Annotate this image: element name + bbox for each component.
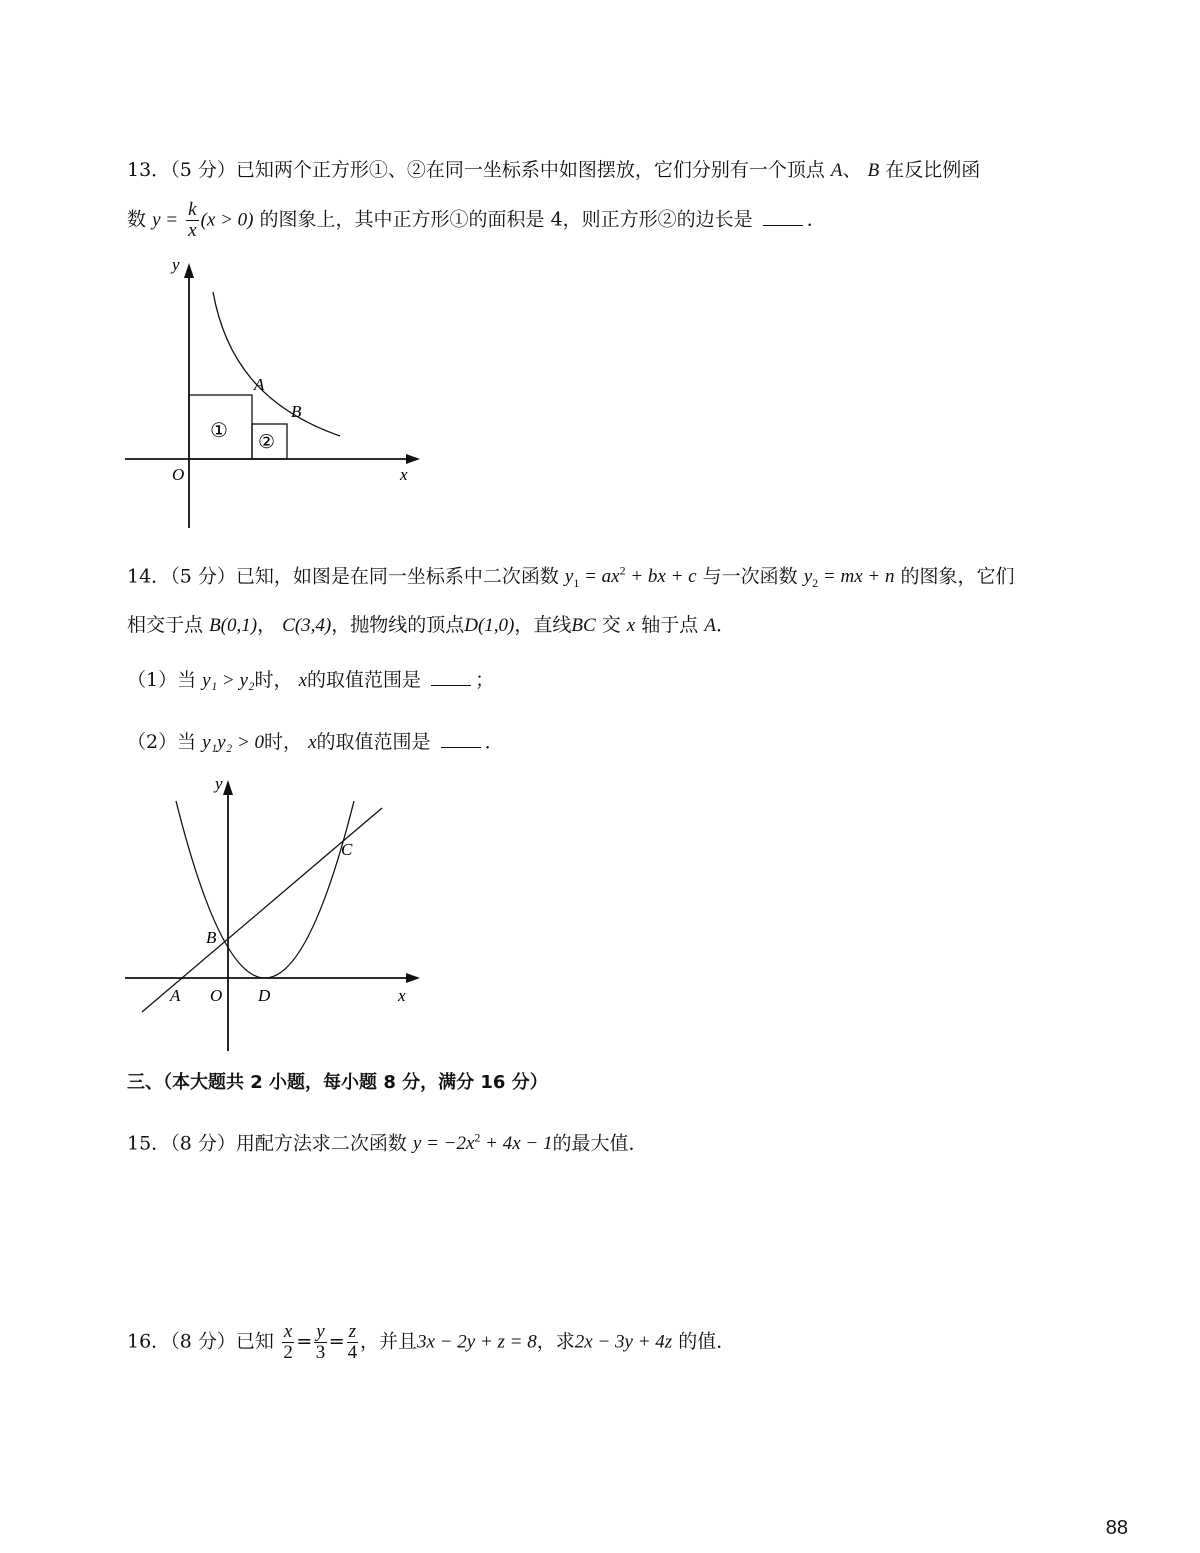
q15-func-b: + 4x − 1 [485, 1133, 553, 1155]
q14-f2-sub: 2 [812, 576, 819, 591]
q14-f2-y: y [803, 566, 813, 588]
q14-comma: ， [257, 614, 277, 636]
q14-part1-text: 时， [254, 669, 293, 691]
q14-point-a: A [704, 615, 716, 636]
q14-fig-b-label: B [206, 928, 217, 947]
q13-fig-square1-label: ① [210, 420, 228, 442]
q13-figure [120, 258, 430, 533]
q16-frac3-den: 4 [347, 1342, 358, 1363]
q16-eq1: = [296, 1330, 313, 1353]
q14-text8: 轴于点 [641, 614, 699, 636]
q13-point-a: A [830, 160, 843, 181]
q14-point-d: D(1,0) [464, 615, 515, 636]
q16-fraction-y [314, 1322, 326, 1363]
q15-text2: 的最大值． [552, 1132, 648, 1155]
q14-part1-end: ； [475, 669, 495, 691]
q15-text: 用配方法求二次函数 [235, 1132, 407, 1155]
q14-end: ． [715, 614, 735, 636]
q14-f1-rhs-b: + bx + c [630, 566, 697, 588]
q13-fig-b-label: B [291, 402, 302, 421]
q14-part2-x: x [308, 732, 317, 753]
q14-line-bc: BC [571, 615, 596, 636]
q16-condition: 3x − 2y + z = 8 [417, 1331, 537, 1353]
q13-line2 [127, 200, 826, 241]
section-3-heading: 三、（本大题共 2 小题，每小题 8 分，满分 16 分） [127, 1072, 548, 1093]
q13-text: 已知两个正方形①、②在同一坐标系中如图摆放，它们分别有一个顶点 [235, 159, 825, 181]
q14-part2-condition: y₁y₂ > 0 [202, 732, 265, 753]
q16-text4: 的值． [678, 1330, 736, 1353]
q14-text6: ，直线 [514, 614, 572, 636]
q14-part1 [127, 667, 494, 694]
q15-score: （8 分） [170, 1132, 236, 1155]
q13-text3: 数 [127, 208, 147, 231]
q14-text7: 交 [601, 614, 621, 636]
q14-text5: ，抛物线的顶点 [331, 614, 465, 636]
q14-part2-end: ． [484, 731, 504, 753]
q13-fig-square2-label: ② [258, 432, 276, 453]
q14-func2 [803, 566, 895, 591]
q13-frac-num: k [188, 199, 197, 220]
q16-score: （8 分） [170, 1330, 236, 1353]
q13-number: 13． [127, 159, 171, 181]
q14-part2-text: 时， [264, 731, 303, 753]
q14-fig-d-label: D [258, 986, 271, 1005]
q13-text2: 在反比例函 [885, 159, 981, 181]
q14-part2-text2: 的取值范围是 [316, 731, 431, 753]
q13-fig-x-label: x [400, 465, 408, 484]
q14-part1-x: x [298, 670, 308, 691]
q13-fig-origin-label: O [172, 465, 185, 484]
q13-text4: 的图象上，其中正方形①的面积是 4，则正方形②的边长是 [259, 208, 753, 231]
q14-line1 [127, 558, 1015, 596]
q13-func-fraction [186, 200, 198, 241]
q14-part1-answer-blank[interactable] [431, 669, 471, 686]
q16-fraction-z [347, 1322, 358, 1363]
q14-fig-y-label: y [215, 775, 223, 793]
q14-part2 [127, 729, 504, 756]
q16-fraction-x [282, 1322, 294, 1363]
q14-fig-x-label: x [398, 986, 406, 1005]
q15-func-sup: 2 [474, 1131, 481, 1145]
q14-fig-c-label: C [341, 840, 353, 859]
q14-x: x [626, 615, 636, 636]
q16-number: 16． [127, 1330, 171, 1353]
q16-frac1-num: x [283, 1321, 293, 1342]
q14-text4: 相交于点 [127, 614, 204, 636]
q16-frac2-num: y [316, 1321, 325, 1342]
q15-func-a: y = −2x [412, 1133, 475, 1155]
q13-fig-a-label: A [254, 375, 265, 394]
q14-f1-sup: 2 [619, 564, 626, 578]
q14-point-c: C(3,4) [282, 615, 332, 636]
q13-end: ． [806, 208, 826, 231]
q13-func-lhs: y = [152, 209, 179, 231]
q13-line1 [127, 157, 980, 184]
q13-score: （5 分） [170, 159, 236, 181]
q16-frac3-num: z [348, 1321, 357, 1342]
q13-sep: 、 [842, 159, 862, 181]
q16-text2: ，并且 [360, 1330, 418, 1353]
q16-frac1-den: 2 [283, 1342, 293, 1363]
q13-answer-blank[interactable] [763, 209, 803, 226]
q13-fig-y-label: y [172, 258, 180, 274]
q14-f1-sub: 1 [573, 576, 580, 591]
q15-line [127, 1125, 648, 1157]
q14-fig-origin-label: O [210, 986, 223, 1005]
q14-line2 [127, 612, 735, 639]
page-number: 88 [1105, 1517, 1128, 1539]
q14-f2-rhs: = mx + n [822, 566, 895, 588]
q13-point-b: B [867, 160, 880, 181]
q16-line [127, 1322, 735, 1363]
q13-frac-den: x [188, 220, 197, 241]
q14-f1-rhs-a: = ax [584, 566, 620, 588]
q16-expression: 2x − 3y + 4z [574, 1331, 673, 1353]
q15-function [413, 1133, 553, 1154]
q14-part1-text2: 的取值范围是 [307, 669, 422, 691]
q14-text2: 与一次函数 [702, 565, 798, 588]
q15-number: 15． [127, 1132, 171, 1155]
q14-part2-answer-blank[interactable] [441, 731, 481, 748]
q14-part1-condition: y₁ > y₂ [202, 670, 255, 691]
q14-f1-y: y [564, 566, 574, 588]
q16-eq2: = [328, 1330, 345, 1353]
q13-func-cond: (x > 0) [200, 209, 254, 231]
q14-score: （5 分） [170, 565, 236, 588]
q14-part2-label: （2）当 [127, 731, 197, 753]
q14-point-b: B(0,1) [209, 615, 258, 636]
q16-text3: ，求 [536, 1330, 575, 1353]
q16-frac2-den: 3 [315, 1342, 326, 1363]
q14-text3: 的图象，它们 [900, 565, 1015, 588]
q14-part1-label: （1）当 [127, 669, 197, 691]
q14-fig-a-label: A [170, 986, 181, 1005]
q14-figure [120, 775, 430, 1055]
q14-func1 [564, 564, 697, 591]
q14-number: 14． [127, 565, 171, 588]
q16-text: 已知 [235, 1330, 274, 1353]
q14-text1: 已知，如图是在同一坐标系中二次函数 [235, 565, 559, 588]
